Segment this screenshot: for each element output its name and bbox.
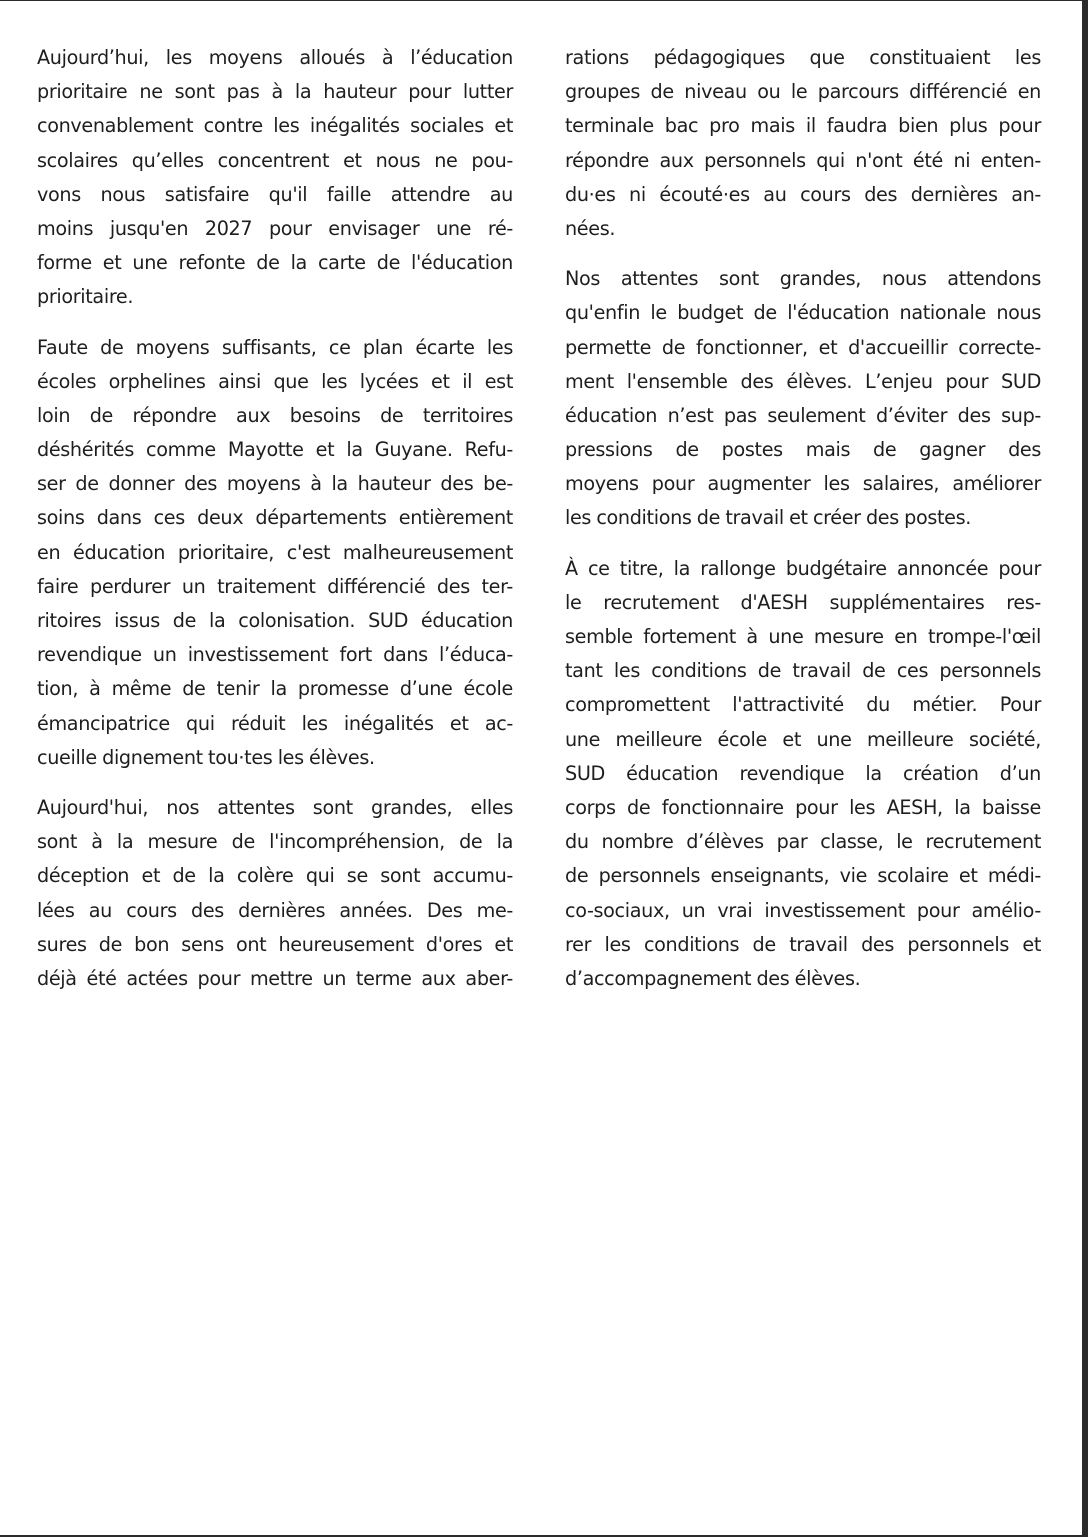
text-line: faire perdurer un traitement différencié des ter- <box>37 574 513 598</box>
right-column <box>565 41 1041 1012</box>
text-line: en éducation prioritaire, c'est malheureusement <box>37 540 513 564</box>
text-line: tion, à même de tenir la promesse d’une école <box>37 677 513 701</box>
text-line: terminale bac pro mais il faudra bien plus pour <box>565 114 1041 138</box>
text-line: du nombre d’élèves par classe, le recrutement <box>565 830 1041 854</box>
text-line: co-sociaux, un vrai investissement pour amélio- <box>565 898 1041 922</box>
text-line: ritoires issus de la colonisation. SUD éducation <box>37 609 513 632</box>
text-line: prioritaire. <box>37 285 134 309</box>
text-line: une meilleure école et une meilleure société, <box>565 727 1041 751</box>
paragraph-budget <box>565 262 1041 536</box>
text-line: Aujourd'hui, nos attentes sont grandes, elles <box>37 795 513 819</box>
left-column <box>37 41 513 1012</box>
text-line: vons nous satisfaire qu'il faille attendre au <box>37 182 513 206</box>
text-line: lées au cours des dernières années. Des me- <box>37 898 513 922</box>
text-line: cueille dignement tou·tes les élèves. <box>37 745 375 769</box>
text-line: nées. <box>565 216 616 240</box>
text-line: les conditions de travail et créer des postes. <box>565 506 972 530</box>
text-line: d’accompagnement des élèves. <box>565 966 861 990</box>
text-line: du·es ni écouté·es au cours des dernières an- <box>565 182 1041 206</box>
text-line: Nos attentes sont grandes, nous attendons <box>565 267 1041 291</box>
text-line: groupes de niveau ou le parcours différencié en <box>565 80 1041 104</box>
text-line: convenablement contre les inégalités sociales et <box>37 114 513 138</box>
text-line: scolaires qu’elles concentrent et nous ne pou- <box>37 148 513 172</box>
text-line: pressions de postes mais de gagner des <box>565 438 1041 462</box>
text-line: prioritaire ne sont pas à la hauteur pour lutter <box>37 80 513 104</box>
text-line: sures de bon sens ont heureusement d'ores et <box>37 932 513 956</box>
text-line: éducation n’est pas seulement d’éviter des sup- <box>565 403 1041 427</box>
text-line: rations pédagogiques que constituaient les <box>565 46 1041 69</box>
text-line: ser de donner des moyens à la hauteur des be- <box>37 472 513 496</box>
text-line: corps de fonctionnaire pour les AESH, la baisse <box>565 795 1041 819</box>
text-line: rer les conditions de travail des personnels et <box>565 932 1041 956</box>
text-line: revendique un investissement fort dans l’éduca- <box>37 643 513 667</box>
text-line: SUD éducation revendique la création d’un <box>565 761 1041 785</box>
text-line: déshérités comme Mayotte et la Guyane. Refu- <box>37 438 513 462</box>
text-line: déjà été actées pour mettre un terme aux aber- <box>37 966 513 990</box>
text-line: qu'enfin le budget de l'éducation nationale nous <box>565 301 1041 325</box>
text-line: de personnels enseignants, vie scolaire et médi- <box>565 864 1041 888</box>
text-line: émancipatrice qui réduit les inégalités et ac- <box>37 711 513 735</box>
text-line: ment l'ensemble des élèves. L’enjeu pour SUD <box>565 369 1041 393</box>
text-line: le recrutement d'AESH supplémentaires res- <box>565 590 1041 614</box>
text-line: déception et de la colère qui se sont accumu- <box>37 864 513 888</box>
paragraph-aesh <box>565 552 1041 996</box>
text-line: sont à la mesure de l'incompréhension, de la <box>37 830 513 854</box>
text-line: loin de répondre aux besoins de territoires <box>37 403 513 427</box>
text-line: soins dans ces deux départements entièrement <box>37 506 513 530</box>
text-line: moins jusqu'en 2027 pour envisager une ré- <box>37 216 513 240</box>
text-line: Faute de moyens suffisants, ce plan écarte les <box>37 335 513 359</box>
text-line: répondre aux personnels qui n'ont été ni enten- <box>565 148 1041 172</box>
paragraph-faute-de-moyens <box>37 331 513 775</box>
text-line: écoles orphelines ainsi que les lycées et il est <box>37 369 513 393</box>
text-line: À ce titre, la rallonge budgétaire annoncée pour <box>565 556 1041 580</box>
text-line: moyens pour augmenter les salaires, améliorer <box>565 472 1041 496</box>
paragraph-attentes-grandes <box>37 791 513 996</box>
text-line: permette de fonctionner, et d'accueillir correcte- <box>565 335 1041 359</box>
text-line: compromettent l'attractivité du métier. Pour <box>565 693 1041 717</box>
text-line: Aujourd’hui, les moyens alloués à l’éducation <box>37 46 513 69</box>
text-line: tant les conditions de travail de ces personnels <box>565 659 1041 683</box>
document-page <box>0 1 1082 1535</box>
text-line: forme et une refonte de la carte de l'éducation <box>37 251 513 275</box>
paragraph-education-prioritaire <box>37 41 513 315</box>
text-line: semble fortement à une mesure en trompe-l'œil <box>565 625 1041 648</box>
paragraph-aberrations-continued <box>565 41 1041 246</box>
